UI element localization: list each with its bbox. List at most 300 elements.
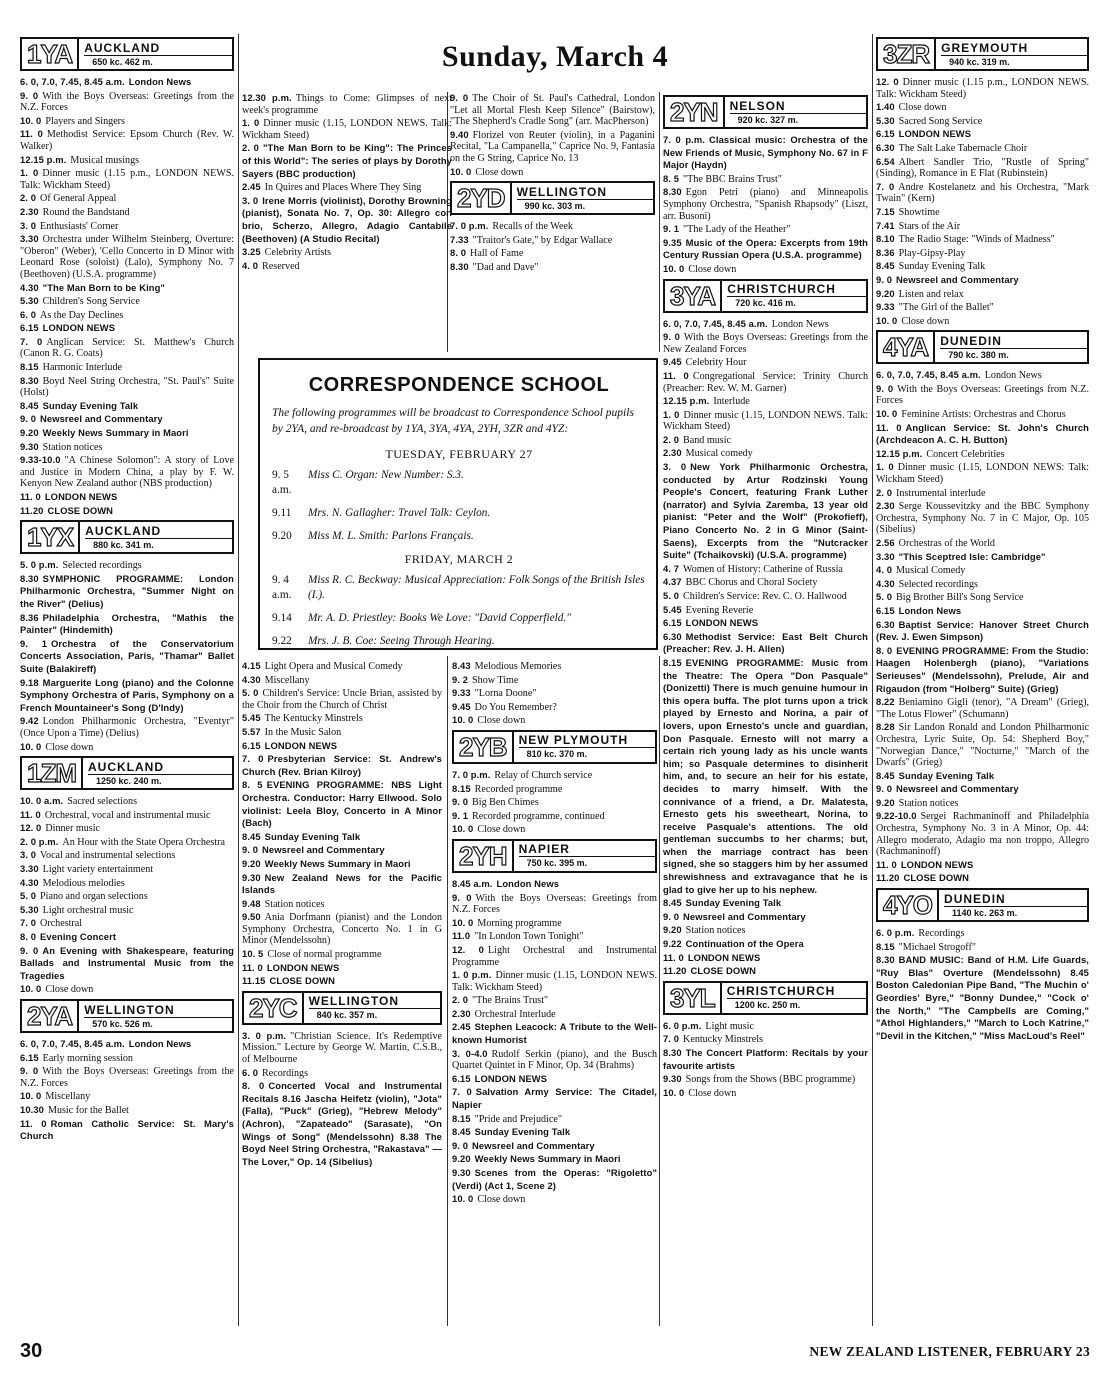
programme-title: Sacred Song Service xyxy=(898,115,983,127)
correspondence-title: Miss R. C. Beckway: Musical Appreciation: Folk Songs of the British Isles (I.). xyxy=(308,574,645,601)
programme-time: 8.45 xyxy=(452,1126,471,1138)
programme-time: 5.57 xyxy=(242,725,261,737)
programme-entry xyxy=(20,441,234,454)
programme-entry xyxy=(876,274,1089,287)
programme-entry xyxy=(876,128,1089,141)
programme-title: London News xyxy=(128,1038,192,1049)
programme-title: Musical musings xyxy=(70,154,140,166)
programme-title: Interlude xyxy=(713,396,750,408)
programme-entry xyxy=(452,1193,657,1206)
programme-time: 10. 0 a.m. xyxy=(20,795,64,807)
programme-title: Musical comedy xyxy=(685,448,753,460)
programme-time: 2. 0 xyxy=(452,994,469,1006)
programme-time: 10. 0 xyxy=(20,740,42,752)
programme-time: 9. 0 xyxy=(20,1065,39,1077)
station-info xyxy=(79,39,232,69)
programme-time: 8.45 a.m. xyxy=(452,877,493,889)
programme-time: 7. 0 xyxy=(876,180,895,192)
station-city: NELSON xyxy=(730,99,866,114)
programme-title: "Dad and Dave" xyxy=(472,261,539,273)
programme-time: 4.37 xyxy=(663,576,682,588)
station-call-sign: 1YX xyxy=(22,522,80,552)
programme-title: LONDON NEWS xyxy=(474,1072,548,1084)
station-1yx xyxy=(20,520,234,753)
programme-time: 8.15 xyxy=(452,1112,471,1124)
programme-entry xyxy=(450,261,655,274)
programme-entry xyxy=(20,822,234,835)
programme-time: 8.45 xyxy=(876,260,895,272)
programme-title: In the Music Salon xyxy=(264,726,342,738)
station-3ya xyxy=(663,279,868,978)
programme-title: Children's Service: Rev. C. O. Hallwood xyxy=(683,591,847,602)
programme-entry xyxy=(242,712,442,725)
programme-time: 9. 0 xyxy=(663,910,680,922)
programme-entry xyxy=(20,836,234,849)
programme-title: London News xyxy=(496,877,560,889)
programme-title: Boyd Neel String Orchestra, "St. Paul's" Suite (Holst) xyxy=(20,375,234,399)
programme-title: Play-Gipsy-Play xyxy=(898,247,966,259)
programme-time: 8.30 xyxy=(20,572,39,584)
programme-title: With the Boys Overseas: Greetings from the New Zealand Forces xyxy=(663,332,868,355)
programme-time: 6.30 xyxy=(876,141,895,153)
programme-title: Melodious Memories xyxy=(474,661,562,672)
programme-time: 2.45 xyxy=(242,181,261,193)
programme-time: 8.30 xyxy=(20,374,39,386)
programme-title: Station notices xyxy=(42,441,103,453)
programme-time: 12.15 p.m. xyxy=(20,153,67,165)
station-frequency: 1250 kc. 240 m. xyxy=(96,775,162,786)
programme-title: Anglican Service: St. John's Church (Archdeacon A. C. H. Button) xyxy=(876,421,1089,446)
programme-entry xyxy=(242,687,442,711)
programme-time: 9. 0 xyxy=(20,413,37,425)
station-2ya xyxy=(20,999,234,1143)
programme-title: Kentucky Minstrels xyxy=(683,1034,763,1046)
programme-time: 10. 0 xyxy=(452,916,474,928)
programme-entry xyxy=(452,660,657,673)
programme-entry xyxy=(20,1118,234,1143)
programme-time: 11. 0 xyxy=(242,961,263,973)
programme-title: Station notices xyxy=(264,898,325,910)
programme-title: LONDON NEWS xyxy=(898,128,972,140)
programme-title: Andre Kostelanetz and his Orchestra, "Mark Twain" (Kern) xyxy=(876,181,1089,205)
programme-title: Sunday Evening Talk xyxy=(898,261,986,273)
programme-title: Melodious melodies xyxy=(42,877,125,889)
programme-title: Relay of Church service xyxy=(494,769,593,781)
station-2yc xyxy=(242,991,442,1169)
programme-entry xyxy=(663,223,868,236)
programme-time: 9.33 xyxy=(452,687,471,699)
programme-title: An Evening with Shakespeare, featuring Ballads and Instrumental Music from the Tragedies xyxy=(20,944,234,981)
correspondence-item xyxy=(272,611,646,626)
station-1ya xyxy=(20,37,234,517)
programme-time: 2.45 xyxy=(452,1021,471,1033)
programme-time: 11. 0 xyxy=(876,421,902,433)
programme-title: Instrumental interlude xyxy=(896,487,986,499)
programme-time: 3.30 xyxy=(20,233,39,245)
programme-entry xyxy=(450,92,655,128)
programme-entry xyxy=(242,779,442,829)
programme-time: 8.45 xyxy=(20,399,39,411)
station-logo xyxy=(876,330,1089,364)
programme-time: 3. 0 p.m. xyxy=(242,1029,287,1041)
programme-entry xyxy=(876,927,1089,940)
programme-entry xyxy=(876,408,1089,421)
programme-time: 4.30 xyxy=(20,876,39,888)
correspondence-item xyxy=(272,468,646,498)
programme-entry xyxy=(20,90,234,114)
programme-title: Children's Song Service xyxy=(42,296,140,308)
programme-entry xyxy=(663,461,868,562)
programme-time: 11. 0 xyxy=(20,491,41,502)
programme-title: Dinner music xyxy=(45,823,101,835)
programme-title: Philadelphia Orchestra, "Mathis the Painter" (Hindemith) xyxy=(20,611,234,636)
programme-entry xyxy=(452,783,657,796)
programme-time: 2. 0 p.m. xyxy=(20,835,59,847)
programme-title: Hall of Fame xyxy=(470,248,524,260)
programme-title: EVENING PROGRAMME: Music from the Theatre: The Opera "Don Pasquale" (Donizetti) There is much genuine humour in this opera buffa. The plot turns upon a trick played by Ernesto and Norina, a pair of lovers, upon Ernesto's uncle and guardian, Don Pasquale. Ernesto will not marry a certain rich young lady as his uncle wants him; so Pasquale determines to disinherit him, and, to secure an heir for his estate, decides to marry himself. With the connivance of a friend, a Dr. Malatesta, Ernesto gets his sweetheart, Norina, to receive Pasquale's attentions. The old gentleman succumbs to her charms; but, when the marriage contract has been signed, she so staggers him by her assumed shrewishness and extravagance that he is glad to give her up to his nephew. xyxy=(663,656,868,895)
programme-entry xyxy=(876,156,1089,180)
programme-time: 3.25 xyxy=(242,246,261,258)
correspondence-time: 9. 5 a.m. xyxy=(272,469,292,496)
programme-time: 6.54 xyxy=(876,155,895,167)
programme-time: 8.22 xyxy=(876,696,895,708)
programme-entry xyxy=(242,246,452,259)
programme-time: 3.30 xyxy=(876,550,895,562)
programme-title: Close down xyxy=(45,984,94,996)
programme-entry xyxy=(20,890,234,903)
programme-time: 4. 0 xyxy=(876,564,893,576)
programme-title: CLOSE DOWN xyxy=(903,872,970,884)
programme-title: Close down xyxy=(688,1087,737,1099)
programme-title: Newsreel and Commentary xyxy=(896,273,1019,285)
programme-time: 8. 0 xyxy=(876,644,893,656)
column-rule xyxy=(872,34,873,1326)
station-info xyxy=(514,732,655,762)
column-2-bottom xyxy=(242,660,442,1169)
station-city: AUCKLAND xyxy=(88,760,232,775)
programme-title: Recorded programme, continued xyxy=(472,810,605,822)
programme-time: 7. 0 p.m. xyxy=(663,134,706,145)
programme-entry xyxy=(876,181,1089,205)
programme-time: 11. 0 xyxy=(20,808,41,820)
programme-entry xyxy=(452,1048,657,1072)
programme-title: Weekly News Summary in Maori xyxy=(474,1153,621,1165)
station-info xyxy=(722,281,866,311)
station-city: CHRISTCHURCH xyxy=(727,984,866,999)
programme-time: 7. 0 p.m. xyxy=(450,220,489,232)
station-city: WELLINGTON xyxy=(309,994,440,1009)
programme-entry xyxy=(663,590,868,603)
programme-entry xyxy=(20,167,234,191)
station-info xyxy=(725,97,866,127)
programme-entry xyxy=(452,714,657,727)
station-frequency: 810 kc. 370 m. xyxy=(526,749,588,760)
programme-title: Sunday Evening Talk xyxy=(898,769,995,781)
programme-entry xyxy=(20,413,234,426)
programme-entry xyxy=(242,844,442,857)
programme-title: Congregational Service: Trinity Church (Preacher: Rev. W. M. Garner) xyxy=(663,370,868,394)
programme-time: 9.18 xyxy=(20,676,39,688)
programme-time: 9. 0 xyxy=(663,331,680,343)
programme-entry xyxy=(20,741,234,754)
programme-entry xyxy=(876,115,1089,128)
programme-time: 9.40 xyxy=(450,128,469,140)
programme-title: LONDON NEWS xyxy=(44,491,118,502)
station-frequency: 1140 kc. 263 m. xyxy=(952,907,1018,918)
programme-title: Florizel von Reuter (violin), in a Paganini Recital, "La Campanella," Caprice No. 9, Fantasia on the G String, Caprice No. 13 xyxy=(450,129,655,164)
programme-entry xyxy=(452,1086,657,1111)
programme-title: Serge Koussevitzky and the BBC Symphony Orchestra, Symphony No. 7 in C Major, Op. 105 (Sibelius) xyxy=(876,501,1089,536)
programme-entry xyxy=(242,142,452,180)
programme-title: Dinner music (1.15 p.m., LONDON NEWS. Talk: Wickham Steed) xyxy=(876,77,1089,100)
programme-time: 9.50 xyxy=(242,911,261,923)
programme-title: LONDON NEWS xyxy=(900,858,974,870)
programme-time: 7. 0 xyxy=(242,753,264,765)
station-info xyxy=(80,522,232,552)
programme-entry xyxy=(876,605,1089,618)
programme-time: 8. 5 xyxy=(242,779,263,791)
station-call-sign: 2YH xyxy=(454,841,514,871)
programme-time: 10. 0 xyxy=(450,165,472,177)
programme-title: Orchestra of the Conservatorium Concerts Association, Paris, "Thamar" Ballet Suite (Balakireff) xyxy=(20,637,234,674)
station-call-sign: 3YL xyxy=(665,983,722,1013)
programme-entry xyxy=(452,917,657,930)
programme-time: 10. 5 xyxy=(242,948,264,960)
programme-title: Early morning session xyxy=(42,1052,133,1064)
programme-time: 2.56 xyxy=(876,537,895,548)
programme-time: 3. 0-4.0 xyxy=(452,1047,488,1059)
station-2ya-continued-2 xyxy=(242,660,442,988)
programme-time: 12.30 p.m. xyxy=(242,92,292,103)
programme-title: An Hour with the State Opera Orchestra xyxy=(62,836,225,848)
programme-entry xyxy=(452,994,657,1007)
programme-entry xyxy=(876,770,1089,783)
programme-time: 8. 0 xyxy=(450,247,467,259)
programme-time: 10. 0 xyxy=(876,314,898,326)
programme-title: Show Time xyxy=(472,674,519,686)
programme-entry xyxy=(450,247,655,260)
programme-time: 8.15 xyxy=(663,656,682,668)
programme-time: 2.30 xyxy=(20,205,39,217)
programme-entry xyxy=(876,220,1089,233)
correspondence-title: Mrs. N. Gallagher: Travel Talk: Ceylon. xyxy=(308,507,491,519)
programme-title: Classical music: Orchestra of the New Friends of Music, Symphony No. 67 in F Major (Haydn) xyxy=(663,134,868,171)
programme-time: 3. 0 xyxy=(20,219,37,231)
programme-title: Sunday Evening Talk xyxy=(474,1126,571,1138)
programme-entry xyxy=(663,1073,868,1086)
programme-entry xyxy=(452,674,657,687)
programme-title: Rudolf Serkin (piano), and the Busch Quartet Quintet in F Minor, Op. 34 (Brahms) xyxy=(452,1048,657,1072)
station-info xyxy=(512,183,653,213)
programme-entry xyxy=(663,952,868,965)
correspondence-time: 9.14 xyxy=(272,612,292,624)
programme-title: Players and Singers xyxy=(45,115,125,127)
programme-entry xyxy=(876,696,1089,720)
programme-title: CLOSE DOWN xyxy=(269,975,336,987)
programme-title: Anglican Service: St. Matthew's Church (Canon R. G. Coats) xyxy=(20,336,234,360)
programme-time: 5. 0 xyxy=(20,890,37,902)
programme-entry xyxy=(663,434,868,447)
programme-entry xyxy=(663,447,868,460)
correspondence-item xyxy=(272,529,646,544)
programme-time: 9.35 xyxy=(663,236,682,248)
programme-title: Recalls of the Week xyxy=(492,221,573,233)
programme-time: 11.20 xyxy=(20,504,44,516)
programme-title: Close down xyxy=(45,741,94,753)
programme-time: 3. 0 xyxy=(663,461,687,473)
programme-title: Evening Concert xyxy=(40,931,117,943)
programme-entry xyxy=(20,1052,234,1065)
correspondence-school-box xyxy=(258,358,658,650)
programme-time: 5.30 xyxy=(876,114,895,126)
programme-entry xyxy=(20,128,234,152)
programme-title: London News xyxy=(898,604,962,616)
programme-entry xyxy=(663,173,868,186)
programme-time: 9.42 xyxy=(20,715,39,727)
programme-entry xyxy=(876,448,1089,461)
programme-entry xyxy=(452,1008,657,1021)
programme-title: LONDON NEWS xyxy=(266,961,340,973)
programme-entry xyxy=(452,1153,657,1166)
station-logo xyxy=(663,95,868,129)
publication-line: NEW ZEALAND LISTENER, FEBRUARY 23 xyxy=(809,1344,1090,1359)
programme-title: Newsreel and Commentary xyxy=(262,844,385,856)
programme-entry xyxy=(876,810,1089,857)
station-call-sign: 2YA xyxy=(22,1001,79,1031)
programme-time: 9.20 xyxy=(663,924,682,936)
programme-title: Showtime xyxy=(898,206,940,218)
programme-time: 4.30 xyxy=(242,673,261,685)
station-continued-2 xyxy=(452,660,657,727)
station-info xyxy=(83,758,232,788)
programme-entry xyxy=(452,1167,657,1192)
programme-time: 8.45 xyxy=(876,769,895,781)
programme-entry xyxy=(663,924,868,937)
programme-entry xyxy=(876,645,1089,695)
station-frequency: 940 kc. 319 m. xyxy=(949,56,1010,67)
programme-time: 9. 0 xyxy=(452,1139,469,1151)
programme-title: Newsreel and Commentary xyxy=(896,783,1019,795)
programme-entry xyxy=(663,409,868,433)
programme-title: "Lorna Doone" xyxy=(474,688,537,700)
programme-time: 11. 0 xyxy=(663,951,684,963)
programme-entry xyxy=(20,491,234,504)
programme-time: 3. 0 xyxy=(20,849,37,861)
programme-entry xyxy=(20,573,234,611)
correspondence-list-2 xyxy=(272,573,646,649)
correspondence-day: FRIDAY, MARCH 2 xyxy=(404,552,514,566)
programme-entry xyxy=(20,206,234,219)
column-3-bottom xyxy=(452,660,657,1207)
correspondence-heading: CORRESPONDENCE SCHOOL xyxy=(308,374,610,396)
station-3yl xyxy=(663,981,868,1100)
programme-entry xyxy=(20,322,234,335)
programme-title: Orchestral, vocal and instrumental music xyxy=(44,809,211,821)
station-frequency: 750 kc. 395 m. xyxy=(526,858,588,869)
correspondence-day: TUESDAY, FEBRUARY 27 xyxy=(385,447,533,461)
programme-entry xyxy=(663,356,868,369)
programme-time: 5. 0 xyxy=(663,590,680,601)
programme-title: The Radio Stage: "Winds of Madness" xyxy=(898,234,1055,246)
programme-time: 5.45 xyxy=(663,603,682,615)
programme-title: Celebrity Artists xyxy=(264,247,332,259)
programme-entry xyxy=(876,551,1089,564)
station-logo xyxy=(452,839,657,873)
programme-entry xyxy=(242,660,442,673)
programme-entry xyxy=(20,638,234,676)
station-logo xyxy=(20,756,234,790)
programme-title: As the Day Declines xyxy=(40,309,124,321)
programme-entry xyxy=(242,831,442,844)
programme-title: The Kentucky Minstrels xyxy=(264,713,363,725)
programme-time: 4. 7 xyxy=(663,562,680,574)
station-2yn xyxy=(663,95,868,276)
programme-entry xyxy=(242,260,452,273)
programme-entry xyxy=(20,115,234,128)
programme-time: 11. 0 xyxy=(663,369,689,381)
programme-title: SYMPHONIC PROGRAMME: London Philharmonic Orchestra, "Summer Night on the River" (Delius) xyxy=(20,572,234,609)
programme-time: 5.45 xyxy=(242,712,261,724)
programme-time: 9.33 xyxy=(876,301,895,313)
programme-title: London Philharmonic Orchestra, "Eventyr" (Once Upon a Time) (Delius) xyxy=(20,716,234,739)
programme-time: 9. 1 xyxy=(663,223,680,235)
programme-title: LONDON NEWS xyxy=(687,951,761,963)
station-logo xyxy=(242,991,442,1025)
programme-time: 6.15 xyxy=(452,1072,471,1084)
programme-time: 8.30 xyxy=(450,260,469,272)
correspondence-item xyxy=(272,573,646,603)
programme-title: LONDON NEWS xyxy=(685,617,759,629)
programme-title: Orchestra under Wilhelm Steinberg, Overture: "Oberon" (Weber), 'Cello Concerto in D Minor with Leonard Rose (soloist) (Lalo), Symphony No. 7 (Beethoven) (U.S.A. programme) xyxy=(20,234,234,280)
programme-entry xyxy=(20,931,234,944)
programme-time: 6.15 xyxy=(242,739,261,751)
programme-time: 8. 5 xyxy=(663,172,680,184)
programme-title: Musical Comedy xyxy=(896,565,966,577)
programme-time: 8. 0 xyxy=(20,931,37,943)
programme-entry xyxy=(876,76,1089,100)
programme-title: Concert Celebrities xyxy=(926,448,1005,460)
programme-entry xyxy=(242,1080,442,1168)
programme-entry xyxy=(663,331,868,355)
programme-title: Orchestral xyxy=(40,918,83,930)
programme-time: 9.30 xyxy=(20,440,39,452)
programme-entry xyxy=(452,1073,657,1086)
programme-time: 6.15 xyxy=(20,1051,39,1063)
programme-time: 9.30 xyxy=(663,1073,682,1085)
programme-entry xyxy=(450,220,655,233)
programme-title: The Choir of St. Paul's Cathedral, London "Let all Mortal Flesh Keep Silence" (Bairstow), "The Shepherd's Cradle Song" (arr. MacPherson) xyxy=(450,93,655,128)
programme-entry xyxy=(20,559,234,572)
programme-time: 9. 0 xyxy=(876,783,893,795)
station-logo xyxy=(876,888,1089,922)
programme-title: "The Man Born to be King" xyxy=(42,281,165,293)
column-rule xyxy=(659,656,660,1326)
programme-title: Light Opera and Musical Comedy xyxy=(264,661,403,672)
programme-entry xyxy=(663,1047,868,1072)
programme-time: 9. 1 xyxy=(20,637,48,649)
programme-time: 9. 0 xyxy=(450,92,469,103)
column-3-top xyxy=(450,92,655,354)
programme-title: Light music xyxy=(705,1020,754,1032)
programme-title: Newsreel and Commentary xyxy=(40,413,163,425)
programme-time: 4.15 xyxy=(242,660,261,671)
programme-title: "Christian Science. It's Redemptive Mission." Lecture by George W. Martin, C.S.B., of Melbourne xyxy=(242,1030,442,1066)
programme-time: 9. 0 xyxy=(876,273,893,285)
programme-entry xyxy=(242,753,442,778)
programme-entry xyxy=(876,564,1089,577)
programme-title: Songs from the Shows (BBC programme) xyxy=(685,1074,856,1086)
programme-title: "Traitor's Gate," by Edgar Wallace xyxy=(472,234,613,246)
